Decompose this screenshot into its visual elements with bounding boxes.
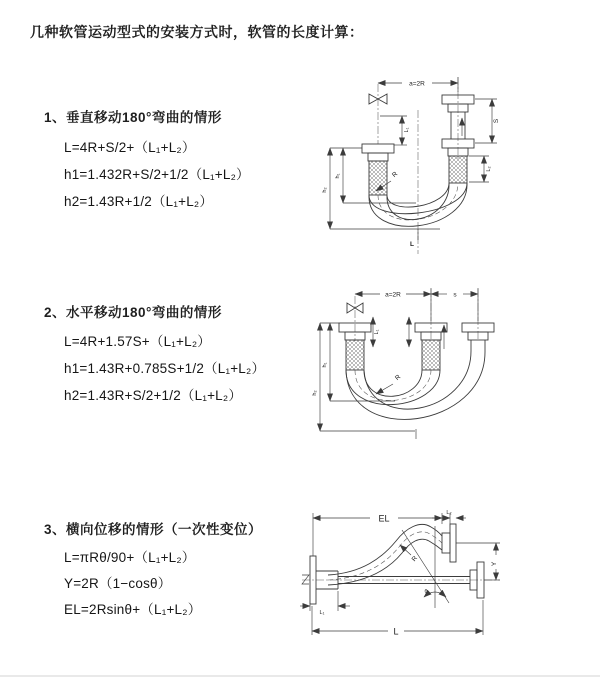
d1-dimension-L1 (380, 116, 410, 145)
d1-dimension-a2R (378, 77, 458, 92)
d1-label-L1: L₁ (404, 127, 410, 133)
d3-dimension-L1 (300, 591, 350, 616)
d2-label-R: R (393, 373, 403, 383)
section-2-formula-L: L=4R+1.57S+（L₁+L₂） (64, 334, 211, 349)
d2-dimension-a2R (355, 292, 431, 299)
d3-dimension-Y (456, 543, 500, 580)
d2-label-h1: h₁ (322, 362, 328, 368)
d1-label-S: S (493, 118, 500, 124)
d3-label-L2: L₂ (446, 510, 452, 516)
d2-label-a2R: a=2R (385, 291, 401, 299)
section-1-heading: 1、垂直移动180°弯曲的情形 (44, 110, 222, 125)
d1-label-h1: h₁ (335, 173, 341, 179)
d3-dimension-L (312, 600, 483, 637)
d3-label-R: R (410, 554, 420, 564)
d3-radius-callout (400, 545, 419, 563)
section-2-heading: 2、水平移动180°弯曲的情形 (44, 305, 222, 320)
d1-dimension-L2 (469, 156, 492, 182)
section-2-formula-h1: h1=1.43R+0.785S+1/2（L₁+L₂） (64, 361, 266, 376)
section-3-formula-Y: Y=2R（1−cosθ） (64, 576, 172, 591)
d2-label-L1: L₁ (374, 329, 380, 335)
section-1-formula-h2: h2=1.43R+1/2（L₁+L₂） (64, 194, 214, 209)
diagram-lateral-displacement (298, 500, 600, 646)
d3-upper-flange (442, 524, 456, 562)
d1-label-h2: h₂ (322, 187, 328, 193)
d2-hose-curves (346, 351, 485, 419)
section-2-formula-h2: h2=1.43R+S/2+1/2（L₁+L₂） (64, 388, 243, 403)
d2-left-pipe (339, 296, 371, 370)
d2-dimension-s (431, 288, 478, 321)
d3-dimension-EL (313, 513, 450, 556)
diagram-horizontal-180-bend (310, 281, 598, 463)
d1-label-L: L (410, 241, 414, 248)
d1-label-a2R: a=2R (409, 80, 425, 88)
d1-label-R: R (390, 170, 400, 180)
d1-label-L2: L₂ (486, 166, 492, 172)
section-1-formula-h1: h1=1.432R+S/2+1/2（L₁+L₂） (64, 167, 250, 182)
page-title: 几种软管运动型式的安装方式时，软管的长度计算： (30, 24, 364, 40)
d3-label-L: L (393, 626, 399, 637)
d1-length-callout (410, 229, 418, 248)
d1-left-pipe (362, 84, 394, 195)
d3-label-L1: L₁ (319, 610, 325, 616)
d3-label-EL: EL (378, 513, 390, 524)
d1-dimension-S (475, 99, 500, 143)
d2-label-h2: h₂ (312, 390, 318, 396)
section-3-formula-EL: EL=2Rsinθ+（L₁+L₂） (64, 602, 202, 617)
diagram-vertical-180-bend (318, 68, 583, 263)
d3-label-theta: θ (424, 589, 428, 595)
d3-hose-curve (328, 524, 442, 585)
d3-dimension-L2 (432, 510, 466, 524)
d2-label-s: s (453, 291, 457, 299)
section-3-formula-L: L=πRθ/90+（L₁+L₂） (64, 550, 196, 565)
d1-right-pipe (442, 77, 474, 183)
d3-label-Y: Y (491, 561, 498, 567)
d2-radius-callout (376, 373, 402, 394)
section-3-heading: 3、横向位移的情形（一次性变位） (44, 522, 263, 537)
section-1-formula-L: L=4R+S/2+（L₁+L₂） (64, 140, 196, 155)
d2-dimension-L1 (373, 317, 409, 347)
